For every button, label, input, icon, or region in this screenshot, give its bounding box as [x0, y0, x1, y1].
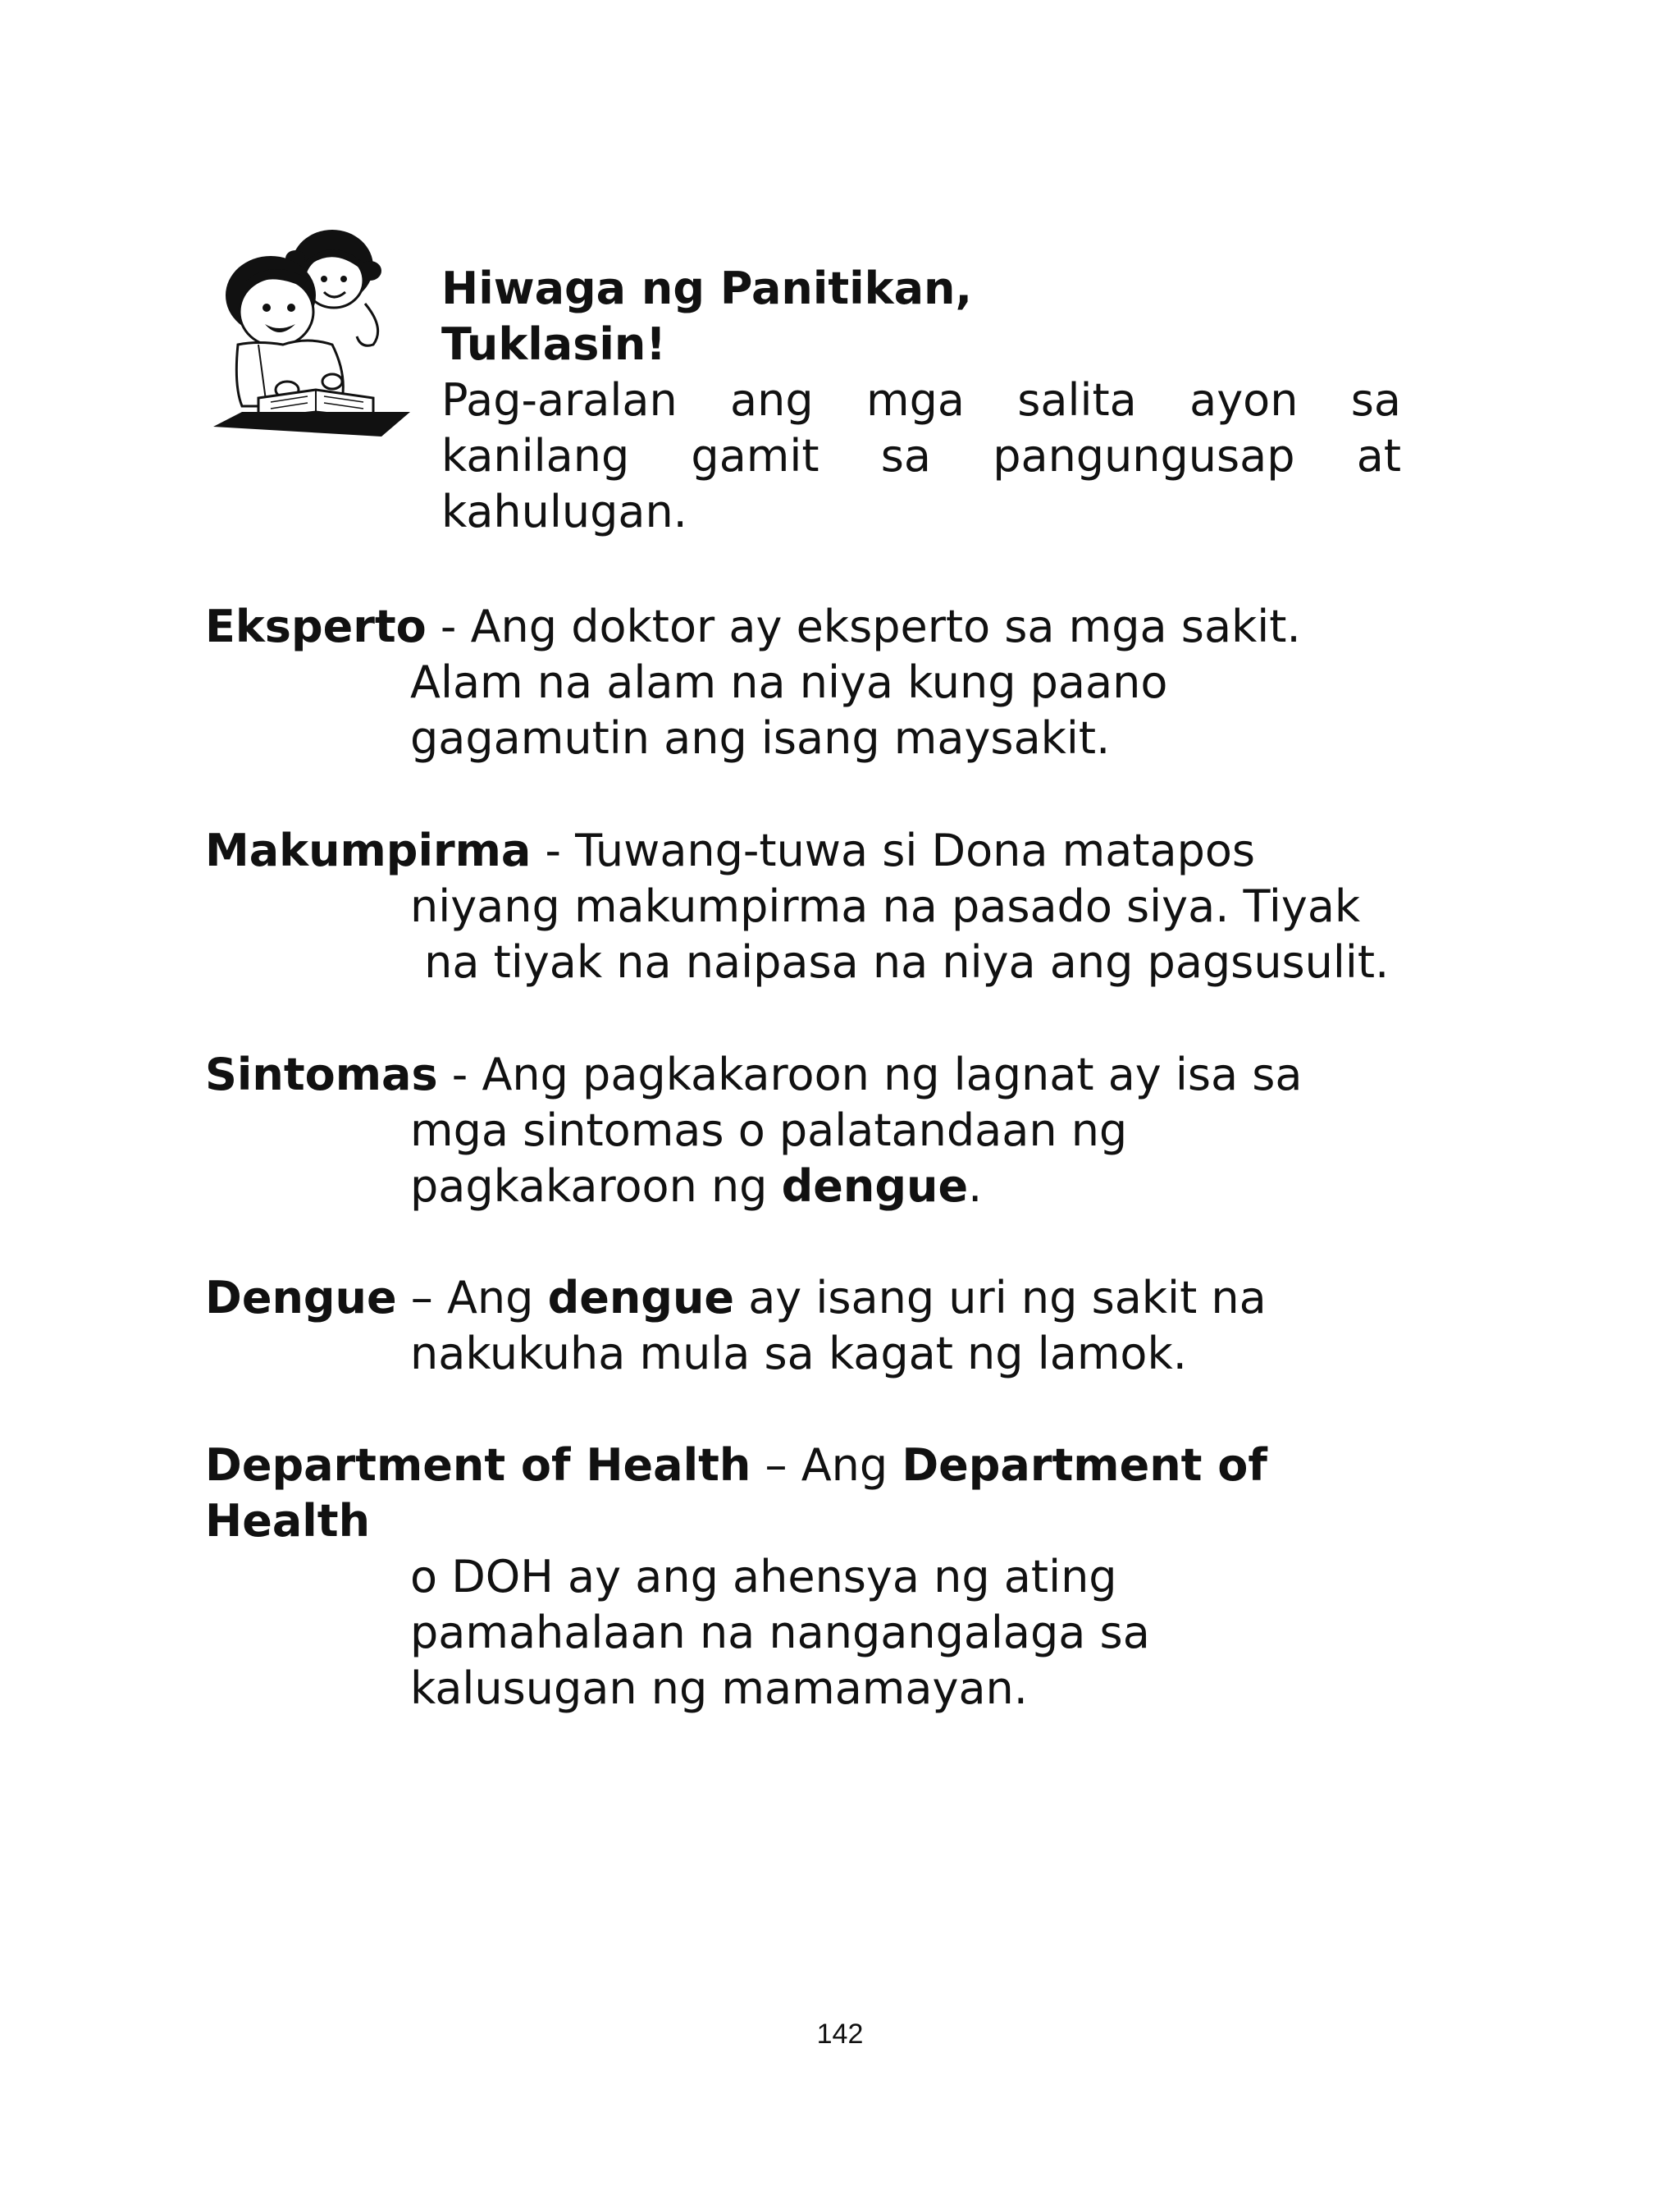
- term-word: Department of Health: [205, 1439, 751, 1491]
- children-reading-book-icon: [209, 222, 414, 443]
- term-bold-text: Department of Health: [205, 1439, 1267, 1547]
- term-definition-line: Alam na alam na niya kung paano: [410, 656, 1168, 708]
- vocabulary-term: [205, 1270, 1436, 1382]
- term-first-line: [205, 1438, 1436, 1549]
- heading-title-line1: Hiwaga ng Panitikan,: [441, 263, 972, 314]
- term-bold-text: dengue: [781, 1160, 969, 1212]
- term-separator: -: [437, 1049, 482, 1100]
- term-definition-line: Ang pagkakaroon ng lagnat ay isa sa: [482, 1049, 1303, 1100]
- term-definition-line: na tiyak na naipasa na niya ang pagsusulit.: [410, 936, 1390, 988]
- term-definition-line: [205, 1159, 1436, 1214]
- term-definition-line: niyang makumpirma na pasado siya. Tiyak: [410, 880, 1361, 932]
- term-text: ay isang uri ng sakit na: [734, 1272, 1267, 1324]
- term-text: .: [968, 1160, 983, 1212]
- heading-instruction: Pag-aralan ang mga salita ayon sa kanilang gamit sa pangungusap at kahulugan.: [441, 374, 1401, 537]
- term-word: Makumpirma: [205, 825, 532, 876]
- term-first-line: [205, 1047, 1436, 1103]
- term-definition-line: gagamutin ang isang maysakit.: [410, 712, 1111, 764]
- term-definition-line: pamahalaan na nangangalaga sa: [410, 1607, 1150, 1658]
- term-text: Ang: [446, 1272, 548, 1324]
- term-separator: -: [426, 601, 471, 652]
- vocabulary-term: [205, 823, 1436, 990]
- term-definition-line: o DOH ay ang ahensya ng ating: [410, 1551, 1117, 1602]
- vocabulary-term: [205, 1047, 1436, 1214]
- term-first-line: [205, 1270, 1436, 1326]
- term-text: pagkakaroon ng: [410, 1160, 782, 1212]
- term-word: Sintomas: [205, 1049, 438, 1100]
- term-first-line: [205, 823, 1436, 879]
- term-bold-text: dengue: [547, 1272, 735, 1324]
- term-definition-line: mga sintomas o palatandaan ng: [410, 1104, 1128, 1156]
- term-word: Eksperto: [205, 601, 427, 652]
- vocabulary-term: [205, 599, 1436, 766]
- vocabulary-term: [205, 1438, 1436, 1717]
- term-word: Dengue: [205, 1272, 397, 1324]
- term-definition-line: Ang doktor ay eksperto sa mga sakit.: [470, 601, 1301, 652]
- term-first-line: [205, 599, 1436, 655]
- term-definition-line: kalusugan ng mamamayan.: [410, 1662, 1028, 1714]
- term-separator: –: [396, 1272, 447, 1324]
- term-separator: -: [531, 825, 576, 876]
- section-heading: [441, 261, 1401, 540]
- term-definition-line: nakukuha mula sa kagat ng lamok.: [410, 1328, 1187, 1379]
- page-number: 142: [816, 2019, 864, 2050]
- term-definition-line: Tuwang-tuwa si Dona matapos: [575, 825, 1256, 876]
- heading-title-line2: Tuklasin!: [441, 318, 666, 370]
- term-separator: –: [751, 1439, 801, 1491]
- term-text: Ang: [801, 1439, 902, 1491]
